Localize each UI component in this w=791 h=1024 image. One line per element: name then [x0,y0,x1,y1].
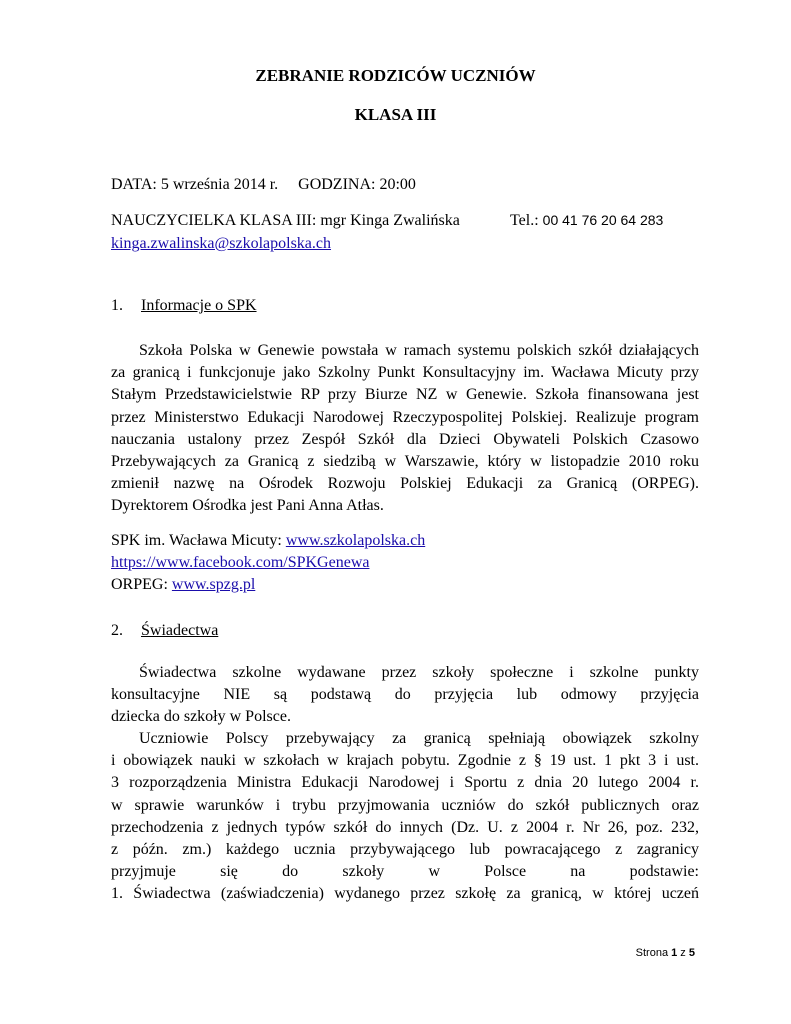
paragraph-line: przechodzenia z jednych typów szkół do innych (Dz. U. z 2004 r. Nr 26, poz. 232, [111,818,699,836]
section2-paragraph-2 [111,728,699,906]
orpeg-website-link[interactable]: www.spzg.pl [171,576,256,593]
orpeg-label: ORPEG: [111,576,172,593]
phone-line [510,212,663,230]
paragraph-line: z późn. zm.) każdego ucznia przybywającego lub powracającego z zagranicy [111,840,699,858]
footer-middle: z [677,947,689,959]
section1-number: 1. [111,297,123,314]
section2-number: 2. [111,622,123,639]
phone-label: Tel.: [510,212,543,229]
section2-paragraph-1 [111,662,699,729]
paragraph-line: i obowiązek nauki w szkołach w krajach pobytu. Zgodnie z § 19 ust. 1 pkt 3 i ust. [111,752,699,770]
paragraph-line: Dyrektorem Ośrodka jest Pani Anna Atłas. [111,497,384,515]
spk-line [111,532,425,550]
paragraph-line: Świadectwa szkolne wydawane przez szkoły społeczne i szkolne punkty [139,664,699,681]
orpeg-line [111,576,255,594]
footer-total-pages: 5 [688,947,695,959]
email-line [111,235,331,253]
spk-website-link[interactable]: www.szkolapolska.ch [285,532,426,549]
section1-heading [111,297,257,315]
paragraph-line: zmienił nazwę na Ośrodek Rozwoju Polskiej Edukacji za Granicą (ORPEG). [111,475,699,493]
paragraph-line: za granicą i funkcjonuje jako Szkolny Punkt Konsultacyjny im. Wacława Micuty przy [111,364,699,382]
paragraph-line: 3 rozporządzenia Ministra Edukacji Narodowej i Sportu z dnia 20 lutego 2004 r. [111,774,699,792]
section2-title: Świadectwa [141,622,219,639]
facebook-line [111,554,369,572]
document-title: ZEBRANIE RODZICÓW UCZNIÓW [255,66,536,85]
section1-title: Informacje o SPK [141,297,257,314]
page-footer [636,947,695,959]
paragraph-line: w sprawie warunków i trybu przyjmowania uczniów do szkół publicznych oraz [111,796,699,814]
section1-paragraph [111,340,699,518]
paragraph-line: dziecka do szkoły w Polsce. [111,708,291,726]
paragraph-line: Stałym Przedstawicielstwie RP przy Biurze NZ w Genewie. Szkoła finansowana jest [111,386,699,404]
footer-current-page: 1 [671,947,678,959]
teacher-email-link[interactable]: kinga.zwalinska@szkolapolska.ch [111,235,332,252]
paragraph-line: nauczania ustalony przez Zespół Szkół dla Dzieci Obywateli Polskich Czasowo [111,430,699,448]
paragraph-line: Szkoła Polska w Genewie powstała w ramach systemu polskich szkół działających [139,342,699,359]
teacher-label: NAUCZYCIELKA KLASA III: mgr Kinga Zwalińska [111,212,460,229]
paragraph-line: konsultacyjne NIE są podstawą do przyjęcia lub odmowy przyjęcia [111,686,699,704]
paragraph-line: 1. Świadectwa (zaświadczenia) wydanego przez szkołę za granicą, w której uczeń [111,885,699,903]
paragraph-line: Przebywających za Granicą z siedzibą w Warszawie, który w listopadzie 2010 roku [111,452,699,470]
class-title: KLASA III [354,105,437,124]
spk-label: SPK im. Wacława Micuty: [111,532,286,549]
section2-heading [111,622,218,640]
paragraph-line: Uczniowie Polscy przebywający za granicą spełniają obowiązek szkolny [139,730,699,747]
facebook-link[interactable]: https://www.facebook.com/SPKGenewa [111,554,370,571]
paragraph-line: przez Ministerstwo Edukacji Narodowej Rzeczypospolitej Polskiej. Realizuje program [111,408,699,426]
paragraph-line: przyjmuje się do szkoły w Polsce na podstawie: [111,863,699,881]
teacher-line [111,212,460,230]
date-time-line: DATA: 5 września 2014 r. GODZINA: 20:00 [111,176,416,193]
phone-value: 00 41 76 20 64 283 [542,212,664,228]
footer-prefix: Strona [635,947,672,959]
